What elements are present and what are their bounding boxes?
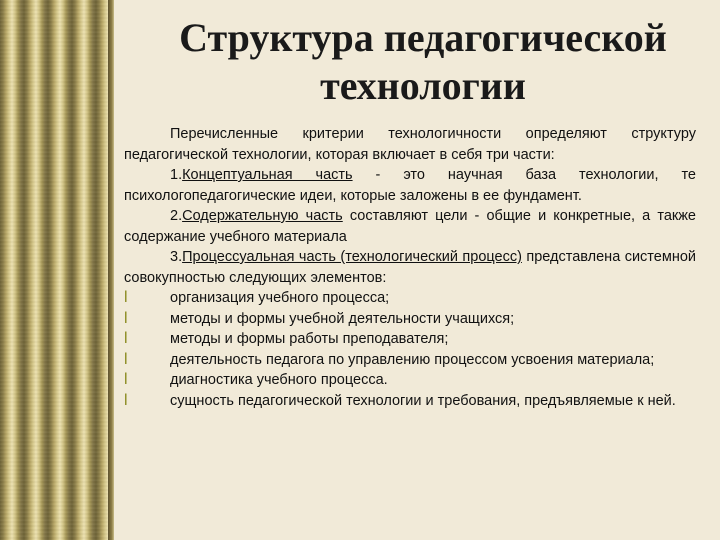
part-2-paragraph bbox=[124, 206, 696, 247]
part-3-term: Процессуальная часть (технологический процесс) bbox=[182, 249, 522, 265]
part-1-paragraph bbox=[124, 165, 696, 206]
slide-title bbox=[128, 14, 718, 110]
list-item bbox=[124, 288, 696, 309]
part-1-term: Концептуальная часть bbox=[182, 167, 353, 183]
list-item-text: методы и формы учебной деятельности учащихся; bbox=[170, 310, 515, 327]
intro-paragraph: Перечисленные критерии технологичности определяют структуру педагогической технологии, которая включает в себя три части: bbox=[124, 126, 696, 163]
list-item-text: диагностика учебного процесса. bbox=[170, 372, 388, 388]
part-2-text: составляют цели - общие и конкретные, а также содержание учебного материала bbox=[124, 208, 696, 245]
part-1-text: - это научная база технологии, те психологопедагогические идеи, которые заложены в ее фундамент. bbox=[124, 167, 696, 204]
part-3-number: 3. bbox=[170, 249, 183, 265]
list-item bbox=[124, 370, 696, 391]
bullet-icon: l bbox=[124, 350, 128, 368]
bullet-icon: l bbox=[124, 330, 128, 347]
bullet-icon: l bbox=[124, 391, 128, 409]
slide-body bbox=[124, 124, 696, 411]
bullet-icon: l bbox=[124, 289, 128, 306]
list-item bbox=[124, 350, 696, 371]
bullet-icon: l bbox=[124, 371, 128, 388]
list-item-text: сущность педагогической технологии и требования, предъявляемые к ней. bbox=[170, 392, 676, 409]
list-item-text: организация учебного процесса; bbox=[170, 290, 390, 306]
list-item bbox=[124, 309, 696, 330]
list-item bbox=[124, 391, 696, 412]
decorative-bar-edge bbox=[108, 0, 114, 540]
part-1-number: 1. bbox=[170, 167, 183, 183]
part-2-number: 2. bbox=[170, 208, 183, 224]
list-item-text: деятельность педагога по управлению процессом усвоения материала; bbox=[170, 351, 655, 368]
part-2-term: Содержательную часть bbox=[182, 208, 343, 224]
title-line-1: Структура педагогической bbox=[179, 15, 667, 60]
bullet-icon: l bbox=[124, 309, 128, 327]
title-line-2: технологии bbox=[320, 63, 526, 108]
part-3-text: представлена системной совокупностью следующих элементов: bbox=[124, 249, 696, 286]
part-3-paragraph bbox=[124, 247, 696, 288]
decorative-gold-bar bbox=[0, 0, 108, 540]
list-item bbox=[124, 329, 696, 350]
list-item-text: методы и формы работы преподавателя; bbox=[170, 331, 449, 347]
